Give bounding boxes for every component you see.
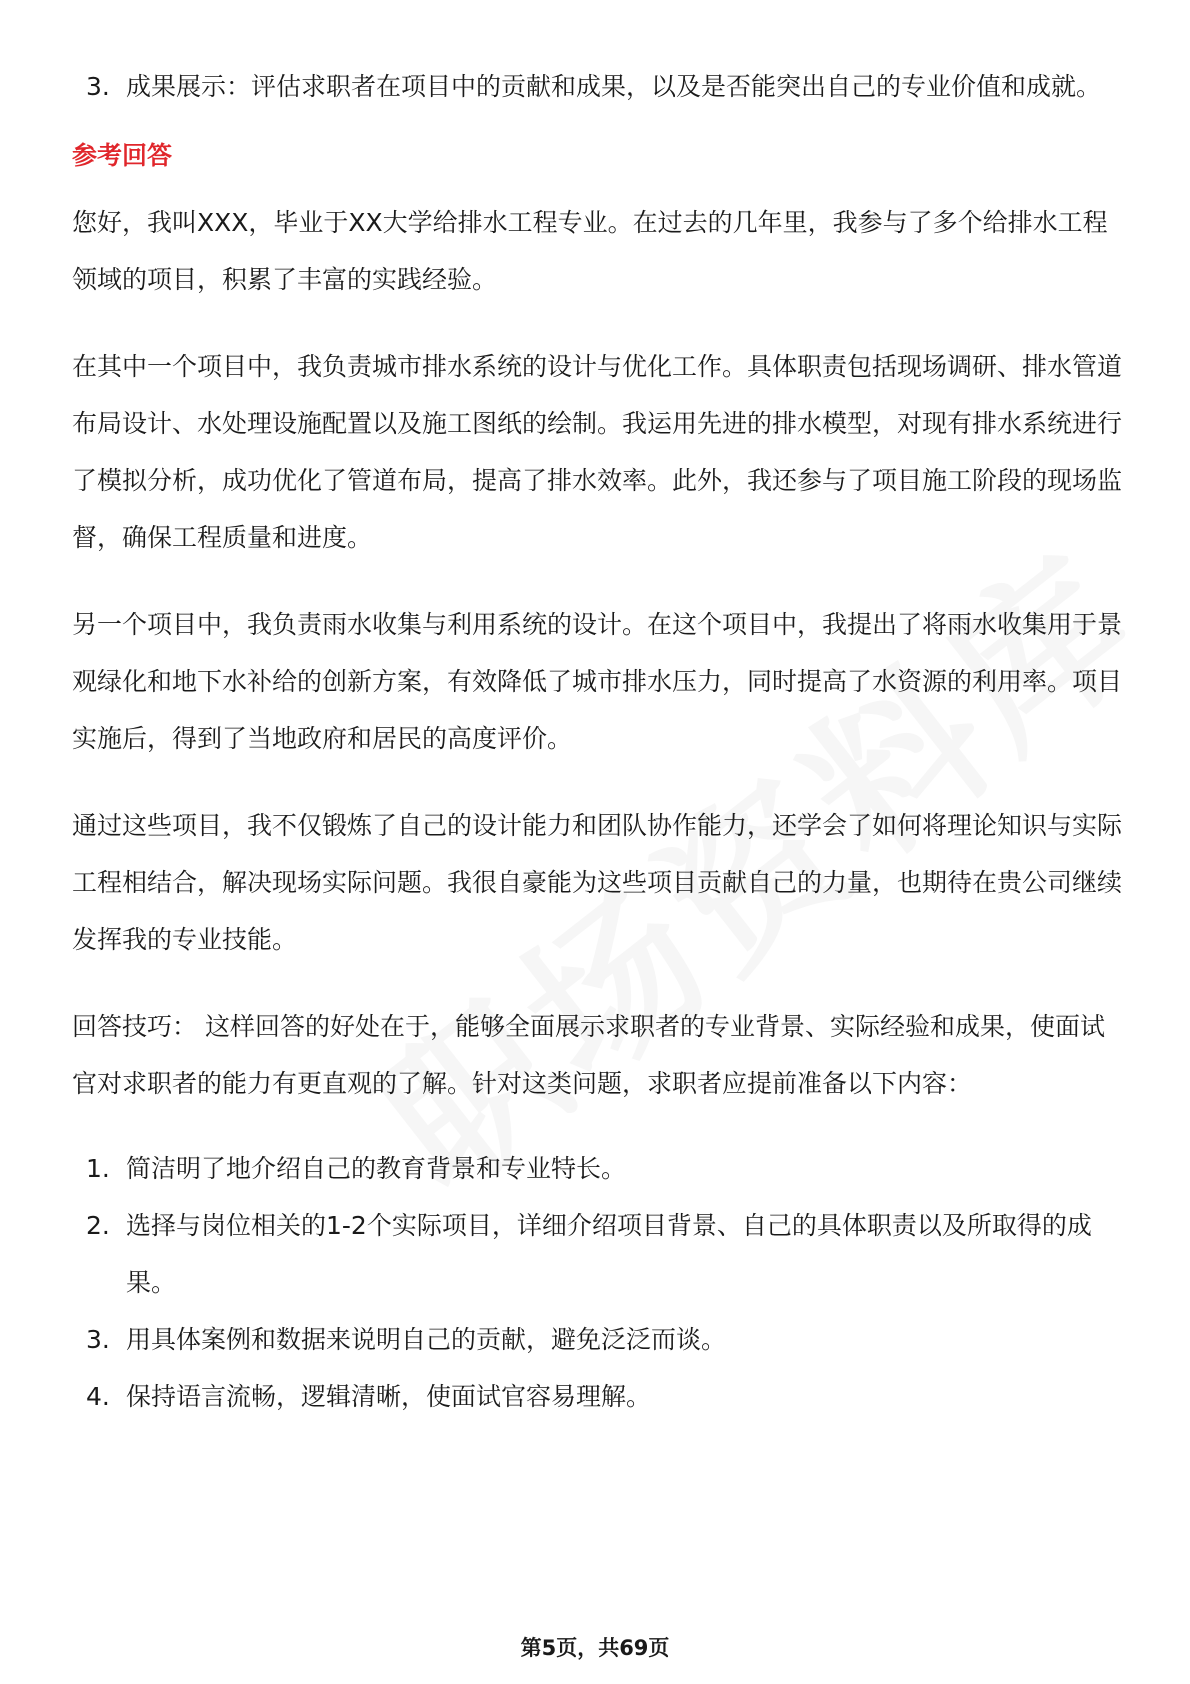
list-item — [72, 58, 1122, 115]
list-item-number: 4. — [86, 1382, 110, 1411]
section-title: 参考回答 — [72, 141, 173, 170]
paragraph-project-one: 在其中一个项目中，我负责城市排水系统的设计与优化工作。具体职责包括现场调研、排水管道布局设计、水处理设施配置以及施工图纸的绘制。我运用先进的排水模型，对现有排水系统进行了模拟分析，成功优化了管道布局，提高了排水效率。此外，我还参与了项目施工阶段的现场监督，确保工程质量和进度。 — [72, 352, 1123, 552]
list-item-number: 3. — [86, 72, 110, 101]
list-item-number: 3. — [86, 1325, 110, 1354]
tips-list — [72, 1140, 1122, 1425]
paragraph-summary: 通过这些项目，我不仅锻炼了自己的设计能力和团队协作能力，还学会了如何将理论知识与实际工程相结合，解决现场实际问题。我很自豪能为这些项目贡献自己的力量，也期待在贵公司继续发挥我的专业技能。 — [72, 811, 1123, 954]
paragraph-intro: 您好，我叫XXX，毕业于XX大学给排水工程专业。在过去的几年里，我参与了多个给排水工程领域的项目，积累了丰富的实践经验。 — [72, 208, 1108, 294]
list-item-text: 用具体案例和数据来说明自己的贡献，避免泛泛而谈。 — [126, 1325, 727, 1354]
criteria-list — [72, 58, 1122, 115]
list-item-text: 选择与岗位相关的1-2个实际项目，详细介绍项目背景、自己的具体职责以及所取得的成果。 — [126, 1211, 1092, 1297]
page-number: 第5页，共69页 — [520, 1636, 670, 1660]
page-content — [72, 58, 1122, 1425]
list-item — [72, 1368, 1122, 1425]
list-item-text: 简洁明了地介绍自己的教育背景和专业特长。 — [126, 1154, 627, 1183]
paragraph-tips: 回答技巧： 这样回答的好处在于，能够全面展示求职者的专业背景、实际经验和成果，使面试官对求职者的能力有更直观的了解。针对这类问题，求职者应提前准备以下内容： — [72, 1012, 1105, 1098]
list-item-text: 成果展示：评估求职者在项目中的贡献和成果，以及是否能突出自己的专业价值和成就。 — [126, 72, 1102, 101]
list-item — [72, 1197, 1122, 1311]
list-item-number: 2. — [86, 1211, 110, 1240]
list-item-text: 保持语言流畅，逻辑清晰，使面试官容易理解。 — [126, 1382, 652, 1411]
paragraph-project-two: 另一个项目中，我负责雨水收集与利用系统的设计。在这个项目中，我提出了将雨水收集用于景观绿化和地下水补给的创新方案，有效降低了城市排水压力，同时提高了水资源的利用率。项目实施后，得到了当地政府和居民的高度评价。 — [72, 610, 1123, 753]
list-item — [72, 1140, 1122, 1197]
list-item-number: 1. — [86, 1154, 110, 1183]
list-item — [72, 1311, 1122, 1368]
